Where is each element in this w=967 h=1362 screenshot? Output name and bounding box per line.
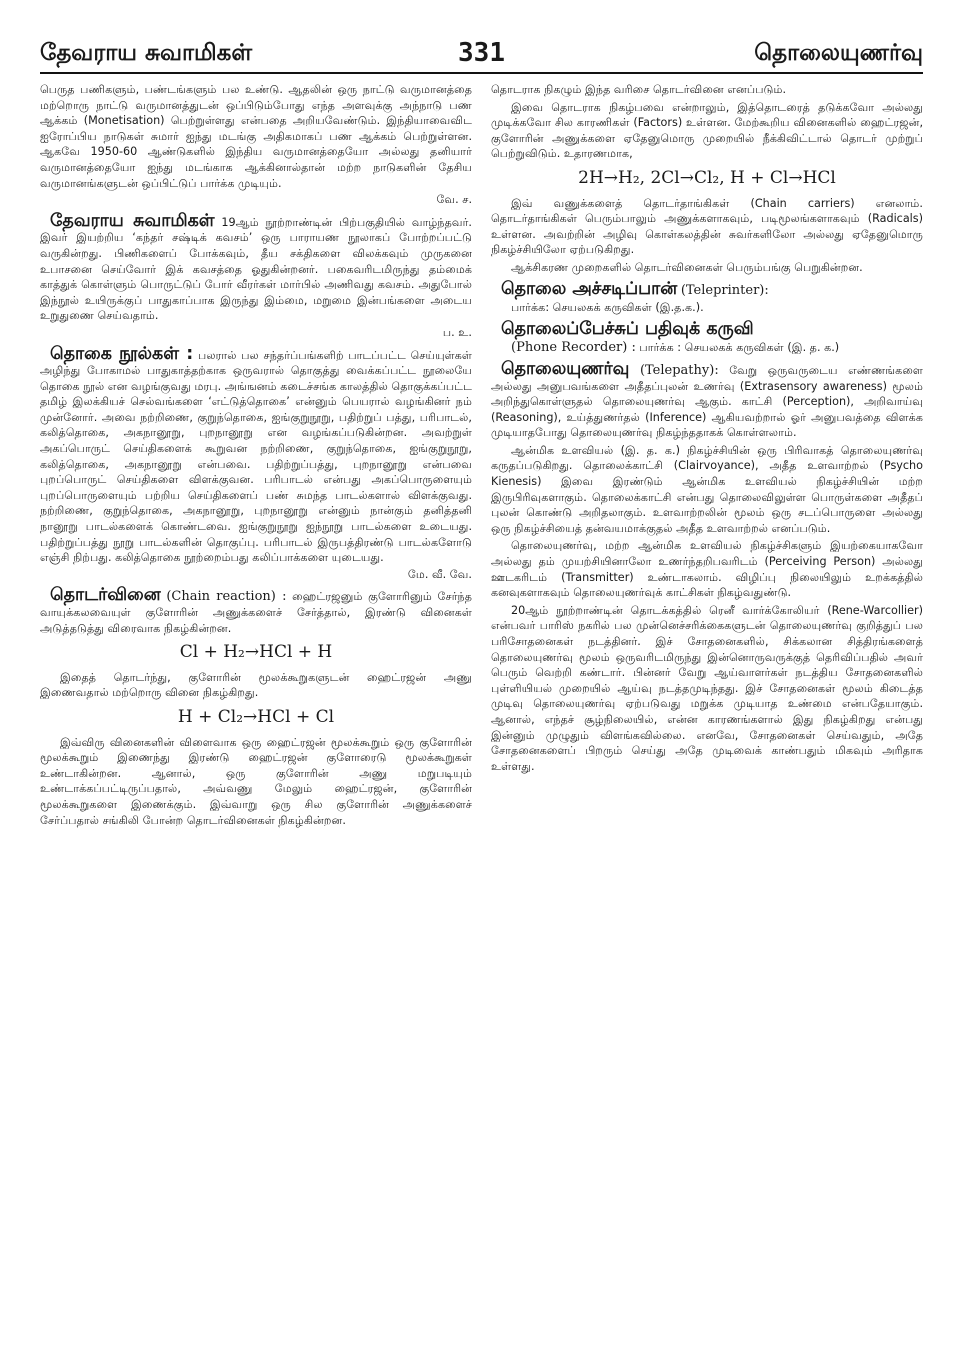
body-paragraph: ஆன்மிக உளவியல் (இ. த. க.) நிகழ்ச்சியின் ஒரு பிரிவாகத் தொலையுணர்வு கருதப்படுகிறது. தொலைக்காட்சி (Clairvoyance), அதீத உளவாற்றல் (Psycho Kienesis) இவை இரண்டும் ஆன்மிக உளவியல் நிகழ்ச்சியின் மற்ற இருபிரிவுகளாகும். தொலைக்காட்சி என்பது தொலைவிலுள்ள பொருள்களை அதீதப் புலன் கொண்டு அறிதலாகும். உளவாற்றலின் மூலம் ஒரு சடப்பொருளை அல்லது ஒரு நிகழ்ச்சியைத் தன்வயமாக்குதல் அதீத உளவாற்றல் எனப்படும். [491,443,923,535]
left-column [40,82,472,830]
body-paragraph: தொலையுணர்வு, மற்ற ஆன்மிக உளவியல் நிகழ்ச்சிகளும் இயற்கையாகவோ அல்லது தம் முயற்சியினாலோ உணர்ந்தறிபவரிடம் (Perceiving Person) அல்லது ஊடகரிடம் (Transmitter) உண்டாகலாம். விழிப்பு நிலையிலும் உறக்கத்தில் கனவுகளாகவும் தொலையுணர்வுக் காட்சிகள் நிகழ்வதுண்டு. [491,539,923,600]
body-paragraph: இவ்விரு வினைகளின் விளைவாக ஒரு ஹைட்ரஜன் மூலக்கூறும் ஒரு குளோரின் மூலக்கூறும் இணைந்து இரண்டு ஹைட்ரஜன் குளோரைடு மூலக்கூறுகள் உண்டாகின்றன. ஆனால், ஒரு குளோரின் அணு மறுபடியும் உண்டாக்கப்பட்டிருப்பதால், அவ்வணு மேலும் ஹைட்ரஜன், குளோரின் மூலக்கூறுகளை இணைக்கும். இவ்வாறு ஒரு சில குளோரின் அணுக்களைச் சேர்ப்பதால் சங்கிலி போன்ற தொடர்வினைகள் நிகழ்கின்றன. [40,735,472,827]
body-paragraph: இதைத் தொடர்ந்து, குளோரின் மூலக்கூறுகளுடன் ஹைட்ரஜன் அணு இணைவதால் மற்றொரு வினை நிகழ்கிறது. [40,670,472,700]
intro-paragraph: பெருத பணிகளும், பண்டங்களும் பல உண்டு. ஆதலின் ஒரு நாட்டு வருமானத்தை மற்றொரு நாட்டு வருமானத்துடன் ஒப்பிடும்போது எந்த அளவுக்கு அந்நாடு பண ஆக்கம் (Monetisation) பெற்றுள்ளது என்பதை அறியவேண்டும். இந்தியாவைவிட ஐரோப்பிய நாடுகள் சுமார் ஐந்து மடங்கு அதிகமாகப் பண ஆக்கம் பெற்றுள்ளன. ஆகவே 1950-60 ஆண்டுகளில் இந்திய வருமானத்தையோ அல்லது தனியார் வருமானத்தையோ ஐந்து மடங்காக ஆக்கினால்தான் மற்ற நாடுகளின் தேசிய வருமானங்களுடன் ஒப்பிட்டுப் பார்க்க முடியும். [40,83,472,190]
entry-english-title: (Chain reaction) : [166,589,287,605]
page-number: 331 [458,38,505,68]
author-initials: ப. உ. [442,325,472,339]
entry-thogai-noolgal [40,343,473,583]
page-header [40,38,923,74]
body-paragraph: ஆக்சிகரண முறைகளில் தொடர்வினைகள் பெரும்பங்கு பெறுகின்றன. [511,260,863,274]
entry-telepathy [491,358,924,774]
chemical-equation: 2H→H₂, 2Cl→Cl₂, H + Cl→HCl [578,167,836,188]
entry-english-title: (Phone Recorder) : [511,340,636,356]
entry-body: வேறு ஒருவருடைய எண்ணங்களை அல்லது அனுபவங்களை அதீதப்புலன் உணர்வு (Extrasensory awareness) மூலம் அறிந்துகொள்ளுதல் தொலையுணர்வு ஆகும். காட்சி (Perception), அறிவாய்வு (Reasoning), உய்த்துணர்தல் (Inference) ஆகியவற்றால் ஓர் அனுபவத்தை விளக்க முடியாதபோது தொலையுணர்வு நிகழ்ந்ததாகக் கொள்ளலாம். [491,363,924,440]
entry-title: தொடர்வினை [50,585,161,606]
right-column [491,82,923,830]
entry-body: 19ஆம் நூற்றாண்டின் பிற்பகுதியில் வாழ்ந்தவர். இவர் இயற்றிய ‘கந்தர் சஷ்டிக் கவசம்’ ஒரு பாராயண நூலாகப் போற்றப்பட்டு வருகின்றது. பிணிகளைப் போக்கவும், தீய சக்திகளை விலக்கவும் முருகனை உபாசனை செய்வோர் இக் கவசத்தை ஓதுகின்றனர். பகைவரிடமிருந்து தம்மைக் காத்துக் கொள்ளும் பொருட்டுப் போர் வீரர்கள் மார்பில் அணிவது கவசம். அதுபோல் இந்நூல் உயிருக்குப் பாதுகாப்பாக இருந்து இம்மை, மறுமை இன்பங்களை அடைய உறுதுணை செய்வதாம். [40,215,472,323]
body-paragraph: இவ் வணுக்களைத் தொடர்தாங்கிகள் (Chain carriers) எனலாம். தொடர்தாங்கிகள் பெரும்பாலும் அணுக்களாகவும், படிமூலங்களாகவும் (Radicals) உள்ளன. அவற்றின் அழிவு கொள்கலத்தின் சுவர்களிலோ அல்லது ஏதேனுமொரு நிகழ்ச்சியிலோ ஏற்படுகிறது. [491,196,923,257]
entry-chain-reaction [40,585,473,828]
entry-teleprinter [491,278,923,316]
entry-title: தொகை நூல்கள் : [50,343,194,364]
header-left-guide-word: தேவராய சுவாமிகள் [40,40,253,66]
author-initials: மே. வீ. வே. [407,567,472,581]
entry-title: தொலை அச்சடிப்பான் [501,278,678,299]
entry-title: தேவராய சுவாமிகள் [50,210,215,231]
body-paragraph: தொடராக நிகழும் இந்த வரிசை தொடர்வினை எனப்படும். [491,83,787,96]
entry-devaraya [40,210,472,341]
body-paragraph: இவை தொடராக நிகழ்பவை என்றாலும், இத்தொடரைத் தடுக்கவோ அல்லது முடிக்கவோ சில காரணிகள் (Factors) உள்ளன. மேற்கூறிய வினைகளில் ஹைட்ரஜன், குளோரின் அணுக்களை ஏதேனுமொரு முறையில் நீக்கிவிட்டால் தொடர் முற்றுப் பெற்றுவிடும். உதாரணமாக, [491,100,923,161]
cross-reference: பார்க்க : செயலகக் கருவிகள் (இ. த. க.) [639,341,840,355]
chemical-equation: H + Cl₂→HCl + Cl [177,706,335,727]
entry-body: ஹைட்ரஜனும் குளோரினும் சேர்ந்த வாயுக்கலவையுள் குளோரின் அணுக்களைச் சேர்த்தால், இரண்டு வினைகள் அடுத்தடுத்து விரைவாக நிகழ்கின்றன. [40,590,473,635]
body-paragraph: 20ஆம் நூற்றாண்டின் தொடக்கத்தில் ரெனீ வார்க்கோலியர் (Rene-Warcollier) என்பவர் பாரிஸ் நகரில் பல முன்னெச்சரிக்கைகளுடன் தொலையுணர்வு குறித்துப் பல பரிசோதனைகள் நடத்தினர். இச் சோதனைகளில், சிக்கலான சித்திரங்களைத் தொலையுணர்வு மூலம் ஒருவரிடமிருந்து இன்னொருவருக்குத் தெரிவிப்பதில் அவர் பெரும் வெற்றி கண்டார். பின்னர் வேறு ஆய்வாளர்கள் நடத்திய சோதனைகளில் புள்ளியியல் முறையில் ஆய்வு நடத்தமுடிந்தது. இச் சோதனைகள் மூலம் கிடைத்த முடிவு தொலையுணர்வு ஏற்படுவது மறுக்க முடியாத உண்மை என்பதேயாகும். ஆனால், எந்தச் சூழ்நிலையில், என்ன காரணங்களால் இது நிகழ்கிறது என்பது இன்னும் முழுதும் விளங்கவில்லை. எனவே, சோதனைகள் செய்வதும், அதே சோதனைகளைப் பிறரும் செய்து அதே முடிவைக் காண்பதும் மிகவும் அரிதாக உள்ளது. [491,603,923,773]
text-columns [40,82,923,830]
entry-title: தொலையுணர்வு [501,358,630,379]
entry-phone-recorder [491,318,923,356]
entry-english-title: (Telepathy): [639,362,719,378]
entry-english-title: (Teleprinter): [680,282,769,298]
header-right-guide-word: தொலையுணர்வு [754,40,923,66]
author-initials: வே. ச. [436,193,472,207]
cross-reference: பார்க்க: செயலகக் கருவிகள் (இ.த.க.). [511,301,704,315]
entry-body: பலரால் பல சந்தர்ப்பங்களிற் பாடப்பட்ட செய்யுள்கள் அழிந்து போகாமல் பாதுகாத்தற்காக ஒருவரால் தொகுத்து வைக்கப்பட்ட நூலையே தொகை நூல் என வழங்குவது மரபு. அங்ஙனம் கடைச்சங்க காலத்தில் தொகுக்கப்பட்ட தமிழ் இலக்கியச் செல்வங்களை ‘எட்டுத்தொகை’ என்னும் பெயரால் வழங்கினர் நம் முன்னோர். அவை நற்றிணை, குறுந்தொகை, ஐங்குறுநூறு, பதிற்றுப் பத்து, பரிபாடல், கலித்தொகை, அகநானூறு, புறநானூறு என வழங்கப்படுகின்றன. அவற்றுள் அகப்பொருட் செய்திகளைக் கூறுவன நற்றிணை, குறுந்தொகை, ஐங்குறுநூறு, கலித்தொகை, அகநானூறு என்பவை. பதிற்றுப்பத்து, புறநானூறு என்பவை புறப்பொருட் செய்திகளை விளக்குவன. பரிபாடல் என்பது அகப்பொருளையும் புறப்பொருளையும் பற்றிய செய்திகளைப் பண் சுமந்த பாடல்களால் விளக்குவது. நற்றிணை, குறுந்தொகை, அகநானூறு, புறநானூறு என்னும் நான்கும் தனித்தனி நானூறு பாடல்களைக் கொண்டவை. ஐங்குறுநூறு ஐந்நூறு பாடல்களை உடையது. பதிற்றுப்பத்து நூறு பாடல்களின் தொகுப்பு. பரிபாடல் இருபத்திரண்டு பாடல்களோடு எஞ்சி நிற்பது. கலித்தொகை நூற்றைம்பது கலிப்பாக்களை யுடையது. [40,348,473,565]
chemical-equation: Cl + H₂→HCl + H [179,642,333,663]
entry-title: தொலைப்பேச்சுப் பதிவுக் கருவி [501,318,754,339]
